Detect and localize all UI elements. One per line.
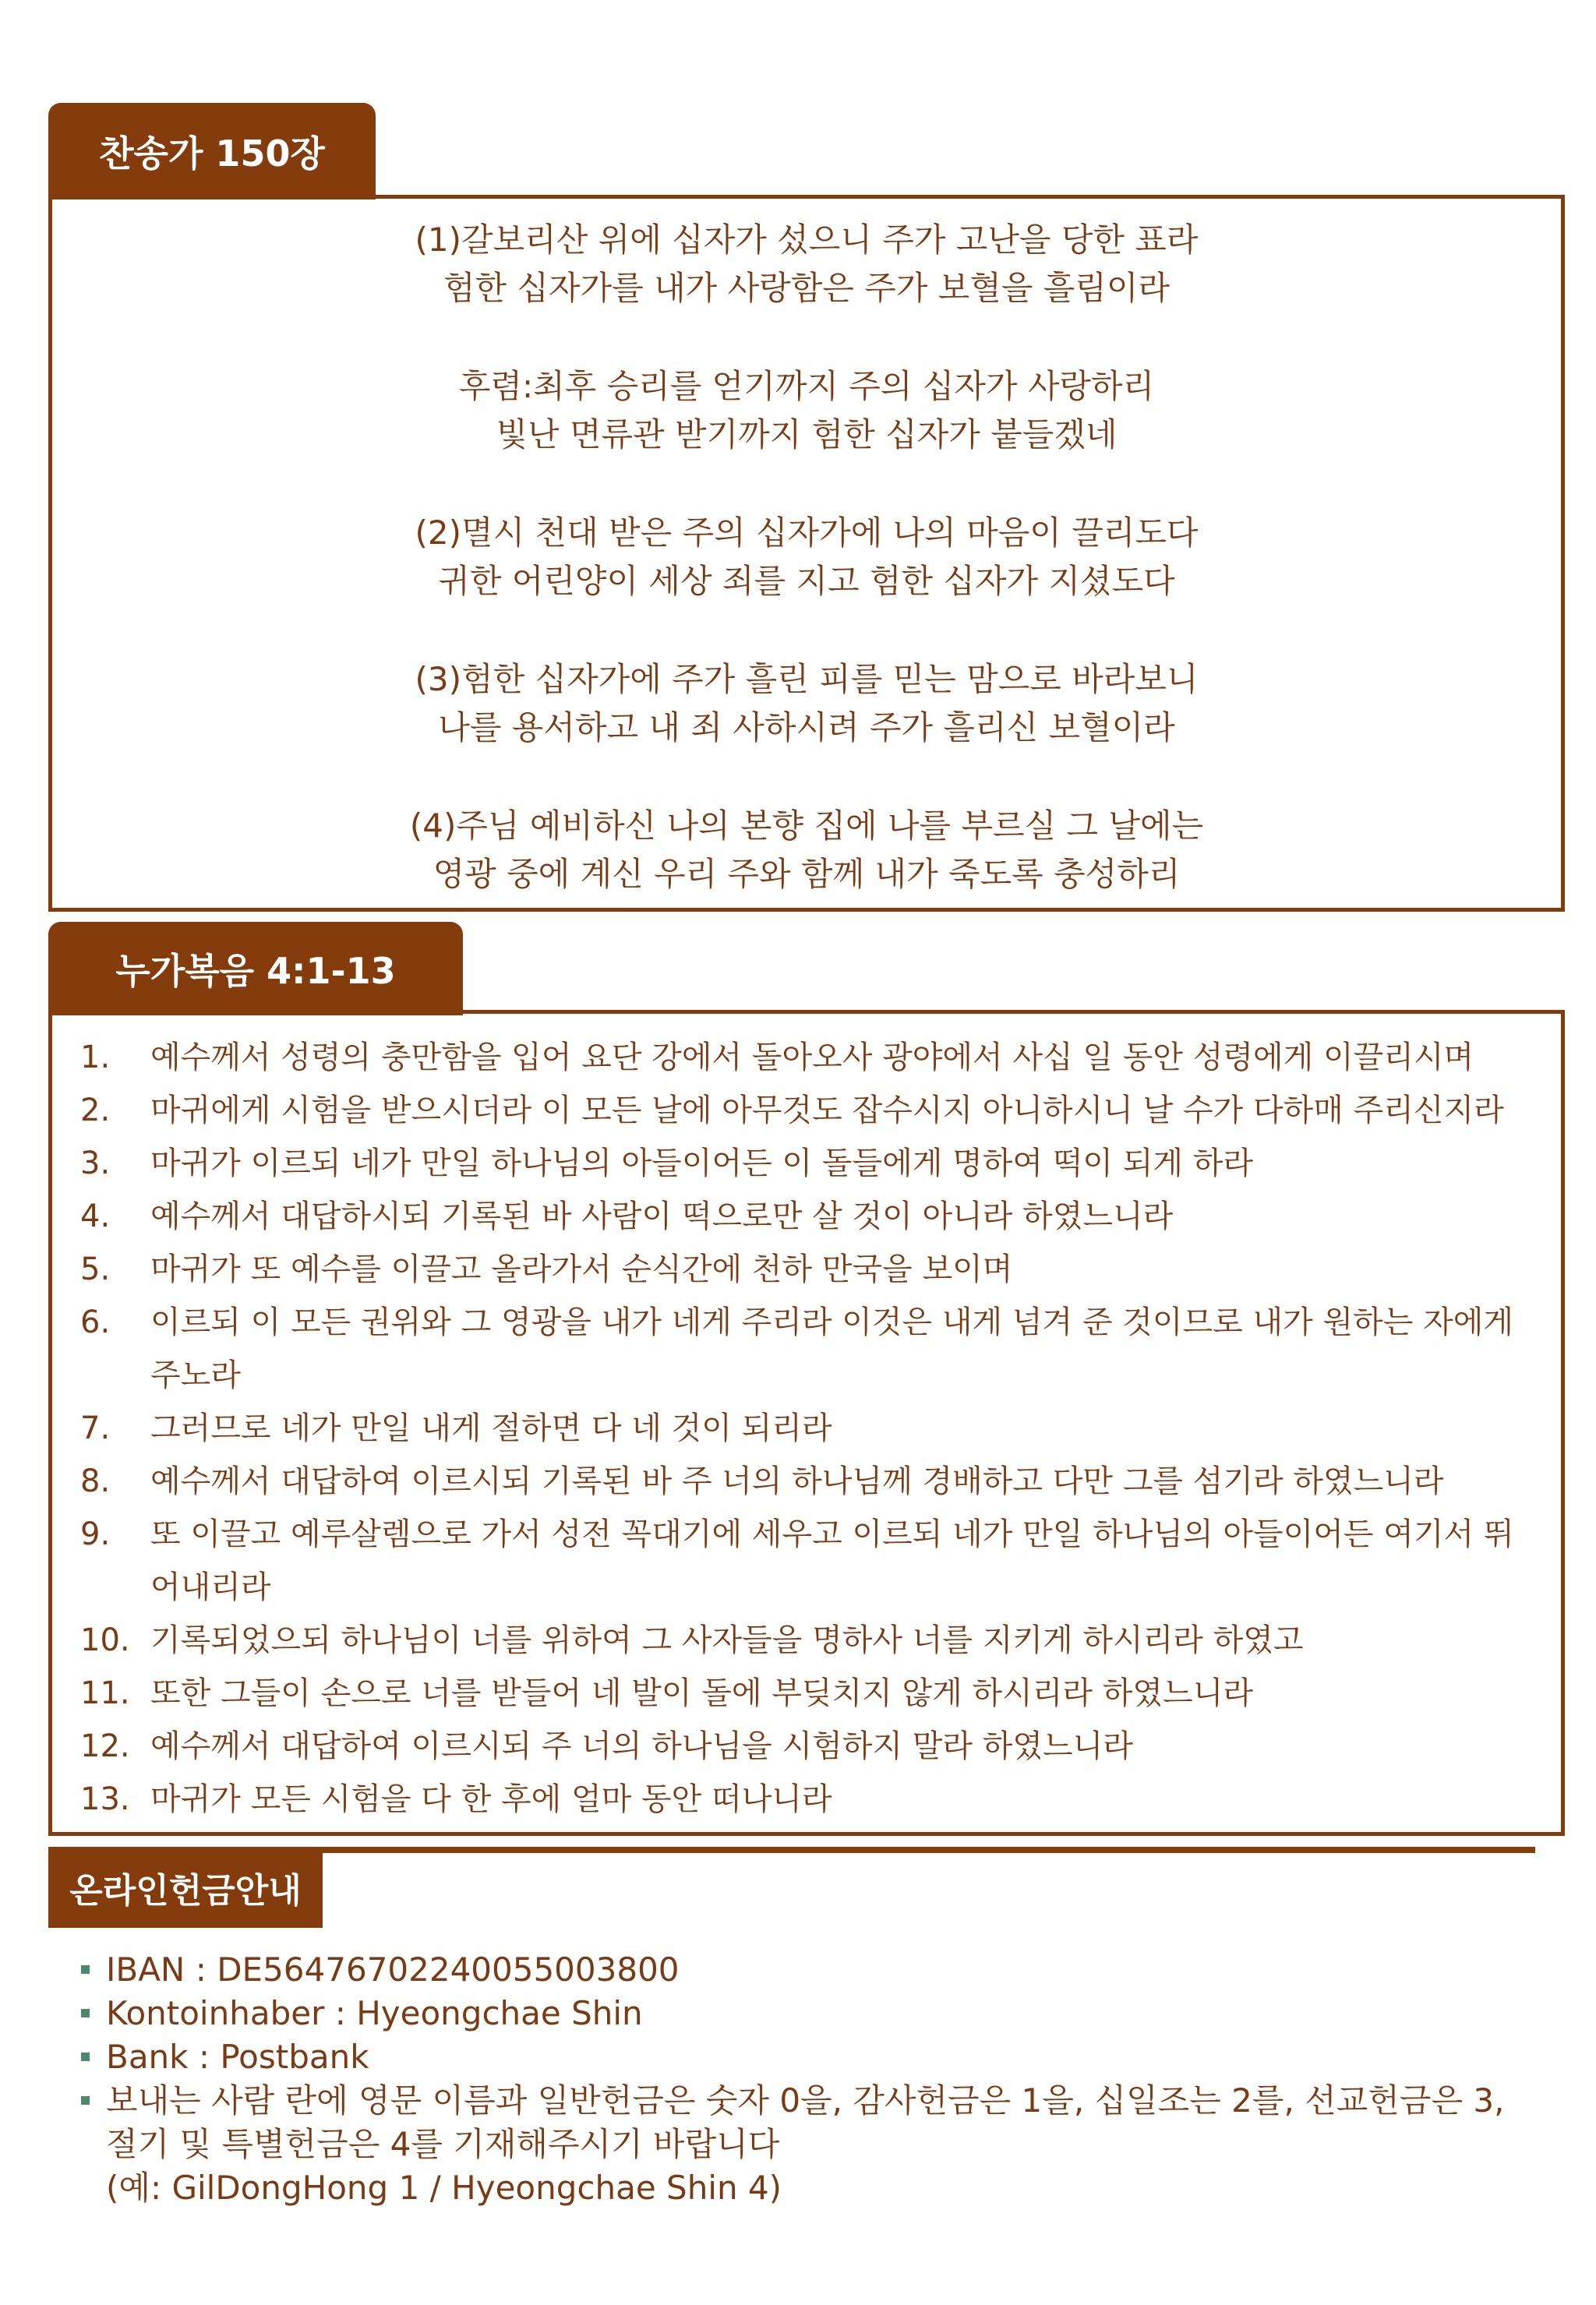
bullet-icon: [81, 2096, 90, 2105]
verse-text: 그러므로 네가 만일 내게 절하면 다 네 것이 되리라: [150, 1410, 832, 1446]
lyric-line: (1)갈보리산 위에 십자가 섰으니 주가 고난을 당한 표라: [415, 221, 1199, 259]
verse-number: 4.: [80, 1198, 111, 1234]
iban-text: IBAN : DE56476702240055003800: [106, 1950, 680, 1989]
offering-example-line: (예: GilDongHong 1 / Hyeongchae Shin 4): [106, 2169, 782, 2207]
lyric-line: 귀한 어린양이 세상 죄를 지고 험한 십자가 지셨도다: [438, 562, 1175, 600]
verse-text: 또 이끌고 예루살렘으로 가서 성전 꼭대기에 세우고 이르되 네가 만일 하나님의 아들이어든 여기서 뛰어내리라: [150, 1516, 1514, 1605]
hymn-stanza: [52, 509, 1561, 605]
verse-text: 예수께서 대답하여 이르시되 주 너의 하나님을 시험하지 말라 하였느니라: [150, 1728, 1133, 1764]
bank-text: Bank : Postbank: [106, 2038, 369, 2076]
lyric-line: 빛난 면류관 받기까지 험한 십자가 붙들겠네: [496, 415, 1118, 454]
verse-number: 12.: [80, 1728, 130, 1764]
offering-item: [81, 2035, 1504, 2079]
hymn-lyrics-box: [48, 195, 1565, 912]
hymn-title: 찬송가 150장: [48, 103, 376, 199]
online-offering-list: [81, 1948, 1504, 2210]
verse-text: 마귀가 모든 시험을 다 한 후에 얼마 동안 떠나니라: [150, 1781, 832, 1817]
verse-number: 9.: [80, 1516, 111, 1552]
bullet-icon: [81, 2009, 90, 2017]
verse-item: [80, 1031, 1542, 1084]
verse-text: 기록되었으되 하나님이 너를 위하여 그 사자들을 명하사 너를 지키게 하시리라 하였고: [150, 1622, 1304, 1658]
lyric-line: (3)험한 십자가에 주가 흘린 피를 믿는 맘으로 바라보니: [415, 660, 1199, 698]
hymn-stanza: [52, 802, 1561, 898]
verse-text: 이르되 이 모든 권위와 그 영광을 내가 네게 주리라 이것은 내게 넘겨 준 것이므로 내가 원하는 자에게 주노라: [150, 1304, 1514, 1393]
verse-item: [80, 1137, 1542, 1190]
verse-text: 마귀에게 시험을 받으시더라 이 모든 날에 아무것도 잡수시지 아니하시니 날 수가 다하매 주리신지라: [150, 1092, 1504, 1128]
online-offering-title: 온라인헌금안내: [48, 1847, 323, 1928]
verse-text: 예수께서 성령의 충만함을 입어 요단 강에서 돌아오사 광야에서 사십 일 동안 성령에게 이끌리시며: [150, 1040, 1474, 1075]
verse-text: 마귀가 이르되 네가 만일 하나님의 아들이어든 이 돌들에게 명하여 떡이 되게 하라: [150, 1145, 1253, 1181]
offering-note-line: 보내는 사람 란에 영문 이름과 일반헌금은 숫자 0을, 감사헌금은 1을, 십일조는 2를, 선교헌금은 3,: [106, 2081, 1505, 2120]
lyric-line: 나를 용서하고 내 죄 사하시려 주가 흘리신 보혈이라: [438, 708, 1175, 747]
hymn-refrain: [52, 362, 1561, 459]
verse-item: [80, 1667, 1542, 1720]
verse-text: 예수께서 대답하시되 기록된 바 사람이 떡으로만 살 것이 아니라 하였느니라: [150, 1198, 1174, 1234]
verse-number: 7.: [80, 1410, 111, 1446]
verse-text: 또한 그들이 손으로 너를 받들어 네 발이 돌에 부딪치지 않게 하시리라 하였느니라: [150, 1675, 1253, 1711]
offering-item: [81, 1948, 1504, 1992]
verse-item: [80, 1508, 1542, 1614]
verse-text: 마귀가 또 예수를 이끌고 올라가서 순식간에 천하 만국을 보이며: [150, 1251, 1013, 1287]
lyric-line: 영광 중에 계신 우리 주와 함께 내가 죽도록 충성하리: [433, 855, 1181, 893]
verse-item: [80, 1614, 1542, 1667]
verse-item: [80, 1190, 1542, 1243]
verse-item: [80, 1720, 1542, 1773]
verse-item: [80, 1243, 1542, 1296]
verse-number: 13.: [80, 1781, 130, 1817]
account-holder-text: Kontoinhaber : Hyeongchae Shin: [106, 1994, 643, 2032]
verse-item: [80, 1402, 1542, 1455]
hymn-lyrics: [52, 216, 1561, 898]
verse-number: 2.: [80, 1092, 111, 1128]
verse-text: 예수께서 대답하여 이르시되 기록된 바 주 너의 하나님께 경배하고 다만 그를 섬기라 하였느니라: [150, 1463, 1444, 1499]
verse-number: 11.: [80, 1675, 130, 1711]
verse-number: 1.: [80, 1040, 111, 1075]
verse-item: [80, 1455, 1542, 1508]
scripture-box: [48, 1010, 1565, 1836]
lyric-line: (4)주님 예비하신 나의 본향 집에 나를 부르실 그 날에는: [409, 807, 1204, 845]
hymn-stanza: [52, 655, 1561, 752]
bullet-icon: [81, 2053, 90, 2061]
hymn-stanza: [52, 216, 1561, 312]
lyric-line: 후렴:최후 승리를 얻기까지 주의 십자가 사랑하리: [458, 367, 1155, 405]
bullet-icon: [81, 1965, 90, 1974]
scripture-title: 누가복음 4:1-13: [48, 922, 463, 1015]
verse-number: 10.: [80, 1622, 130, 1658]
verse-item: [80, 1773, 1542, 1826]
offering-item: [81, 2079, 1504, 2210]
lyric-line: 험한 십자가를 내가 사랑함은 주가 보혈을 흘림이라: [443, 269, 1171, 307]
verse-item: [80, 1084, 1542, 1137]
verse-item: [80, 1296, 1542, 1402]
verse-list: [80, 1031, 1542, 1826]
verse-number: 8.: [80, 1463, 111, 1499]
verse-number: 6.: [80, 1304, 111, 1340]
lyric-line: (2)멸시 천대 받은 주의 십자가에 나의 마음이 끌리도다: [415, 514, 1199, 552]
offering-item: [81, 1992, 1504, 2035]
verse-number: 3.: [80, 1145, 111, 1181]
verse-number: 5.: [80, 1251, 111, 1287]
offering-note-line: 절기 및 특별헌금은 4를 기재해주시기 바랍니다: [106, 2125, 780, 2163]
